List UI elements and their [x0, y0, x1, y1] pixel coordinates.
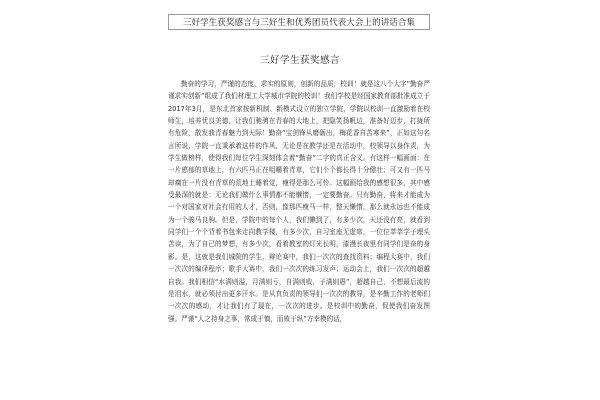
document-body-text: 勤奋的学习，严谨的态度，求实的原则，创新的品质，校训！就是这八个大字“勤奋严谨求实创新”组成了我们材理工大学城市学院的校训！我们学校是经国家教育部批准成立于2017年3月，是东北首家按新机制、新模式设立的独立学院，学院以校训一直激励着在校师生，培养优良美德，让我们驰骋在青春的大地上，把隐笑扬帆边，准备好迈步，打拢所有危险，散发我青春魅力到天际！勤奋“宝剑锋从磨砺出，梅花香自苦寒来”，正如这句名言所说，学院一直秉承着这样的作风，无论是在教学还是在活动中，校领导以身作责，为学生做榜样，使得我们每位学生深刻体会着“勤奋”二字的真正含义。有这样一幅画面：在一片憨郁的草地上，有六匹马正在咀嚼着青草，它们个个都长得十分健壮；可又有一匹马却瘸在一片没有青草的荒地上睡着觉，瘦得是那么可怜。这幅画给我的感想很多，其中感受最深的就是：无论我们做什么事情都不能懒惰，一定要勤奋。只有勤奋，将来才能成为一个对国家对社会有用的人才，否则，像那匹瘦马一样，整天懒惰，那么就永远也不能成为一个骏马良驹。但是，学院中的每个人，我们懒到了，有多少次，天还没有亮，就看到同学们一个个背着书包来走向教学楼，有多少次，自习室座无虚席，一位位莘莘学子埋头苦读，为了自己的梦想，有多少次，看着教室的灯光长明，漆漫长夜里有同学们是奋的身影。是，这就是我们城院的学生，辩论赛中，我们一次次的查找资料；编程大赛中，我们一次次的编译程序；歌手大赛中，我们一次次的练习发声；运动会上，我们一次次的超越自我。我们相信“水满则溢，月满则亏，自满则败，子满则愚”，超越自己，不想最后流的是泪水，就必须付出更多汗水。是从真负责的领导们一次次的教导，是辛勤工作的老师们一次次的感动，才让我们有了现在，一次次的进步。是校训中的勤奋，促使我们奋发图强。严谨“人之持身之事，常成于慎，而败于纵”方幸摸的话，: [168, 80, 430, 323]
document-heading: 三好学生获奖感言: [259, 55, 340, 66]
document-title-bar: 三好学生获奖感言与三好生和优秀团员代表大会上的讲话合集: [168, 14, 430, 30]
